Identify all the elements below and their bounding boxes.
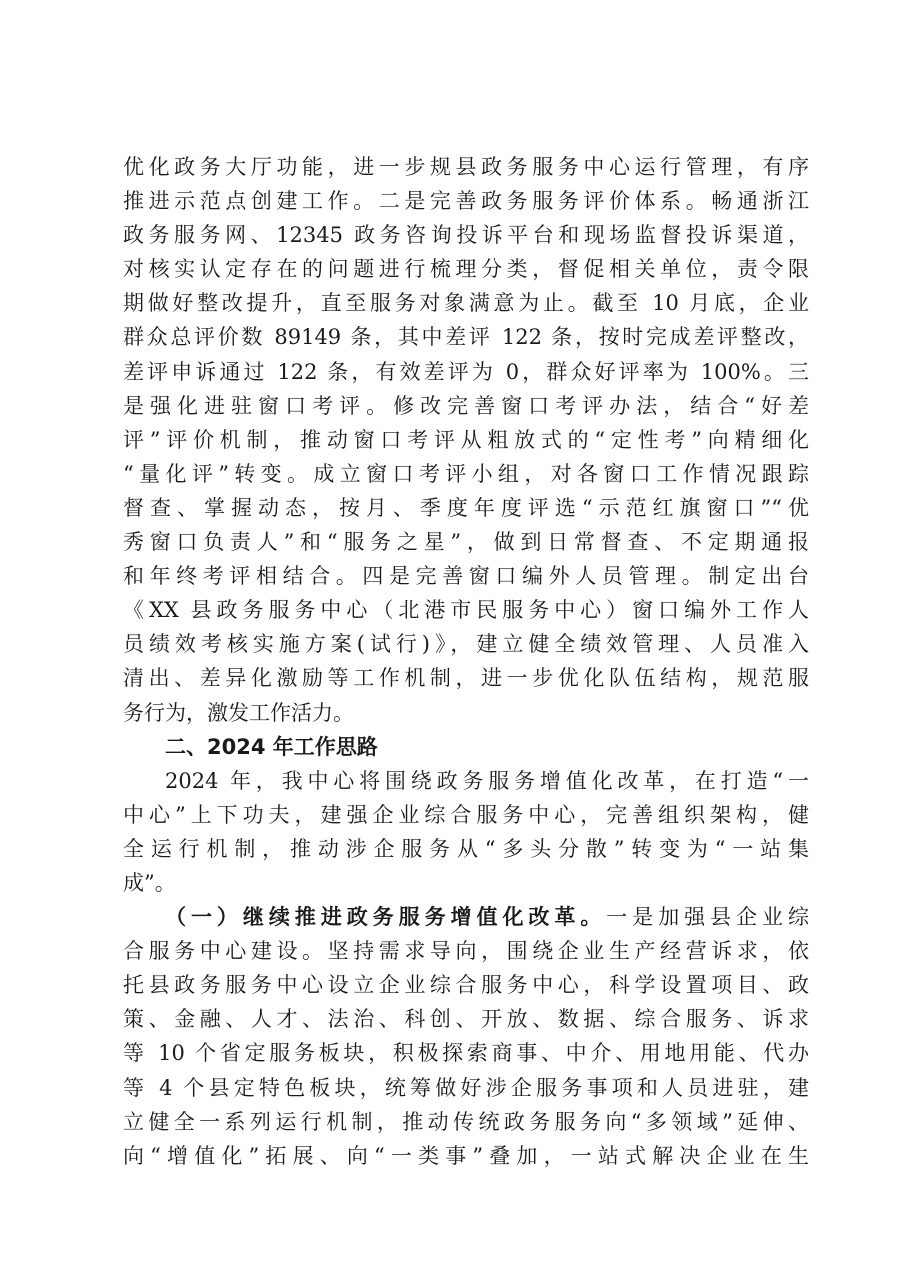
paragraph-line: 合服务中心建设。坚持需求导向，围绕企业生产经营诉求，依	[123, 939, 809, 964]
paragraph-line: 推进示范点创建工作。二是完善政务服务评价体系。畅通浙江	[123, 189, 809, 214]
paragraph-line: 全运行机制，推动涉企服务从“多头分散”转变为“一站集	[123, 836, 809, 861]
paragraph-line: 是强化进驻窗口考评。修改完善窗口考评办法，结合“好差	[123, 393, 809, 418]
document-body	[123, 150, 809, 1173]
paragraph-line: 群众总评价数 89149 条，其中差评 122 条，按时完成差评整改，	[123, 325, 809, 350]
paragraph-line: 策、金融、人才、法治、科创、开放、数据、综合服务、诉求	[123, 1007, 809, 1032]
paragraph-line: “量化评”转变。成立窗口考评小组，对各窗口工作情况跟踪	[123, 461, 809, 486]
paragraph-line: 对核实认定存在的问题进行梳理分类，督促相关单位，责令限	[123, 257, 809, 282]
paragraph-line: 立健全一系列运行机制，推动传统政务服务向“多领域”延伸、	[123, 1109, 809, 1134]
paragraph-line: 等 4 个县定特色板块，统筹做好涉企服务事项和人员进驻，建	[123, 1075, 809, 1100]
paragraph-line: 中心”上下功夫，建强企业综合服务中心，完善组织架构，健	[123, 802, 809, 827]
subsection-first-line	[123, 900, 809, 934]
paragraph-line: 2024 年，我中心将围绕政务服务增值化改革，在打造“一	[165, 768, 809, 793]
subsection-first-line-rest: 一是加强县企业综	[606, 905, 810, 930]
paragraph-line: 秀窗口负责人”和“服务之星”，做到日常督查、不定期通报	[123, 530, 809, 555]
paragraph-line: 员绩效考核实施方案(试行)》，建立健全绩效管理、人员准入	[123, 632, 809, 657]
paragraph-line: 政务服务网、12345 政务咨询投诉平台和现场监督投诉渠道，	[123, 223, 809, 248]
paragraph-line: 务行为，激发工作活力。	[123, 700, 354, 725]
paragraph-line: 托县政务服务中心设立企业综合服务中心，科学设置项目、政	[123, 973, 809, 998]
paragraph-line: 和年终考评相结合。四是完善窗口编外人员管理。制定出台	[123, 564, 809, 589]
paragraph-line: 评”评价机制，推动窗口考评从粗放式的“定性考”向精细化	[123, 427, 809, 452]
subsection-heading: （一）继续推进政务服务增值化改革。	[165, 905, 607, 930]
paragraph-line: 期做好整改提升，直至服务对象满意为止。截至 10 月底，企业	[123, 291, 809, 316]
section-heading: 二、2024 年工作思路	[165, 734, 378, 759]
paragraph-line: 《XX 县政务服务中心（北港市民服务中心）窗口编外工作人	[123, 598, 809, 623]
paragraph-line: 等 10 个省定服务板块，积极探索商事、中介、用地用能、代办	[123, 1041, 809, 1066]
paragraph-line: 督查、掌握动态，按月、季度年度评选“示范红旗窗口”“优	[123, 495, 809, 520]
paragraph-line: 向“增值化”拓展、向“一类事”叠加，一站式解决企业在生	[123, 1143, 809, 1168]
paragraph-line: 成”。	[123, 870, 176, 895]
paragraph-line: 清出、差异化激励等工作机制，进一步优化队伍结构，规范服	[123, 666, 809, 691]
paragraph-line: 优化政务大厅功能，进一步规县政务服务中心运行管理，有序	[123, 155, 809, 179]
paragraph-line: 差评申诉通过 122 条，有效差评为 0，群众好评率为 100%。三	[123, 359, 809, 384]
